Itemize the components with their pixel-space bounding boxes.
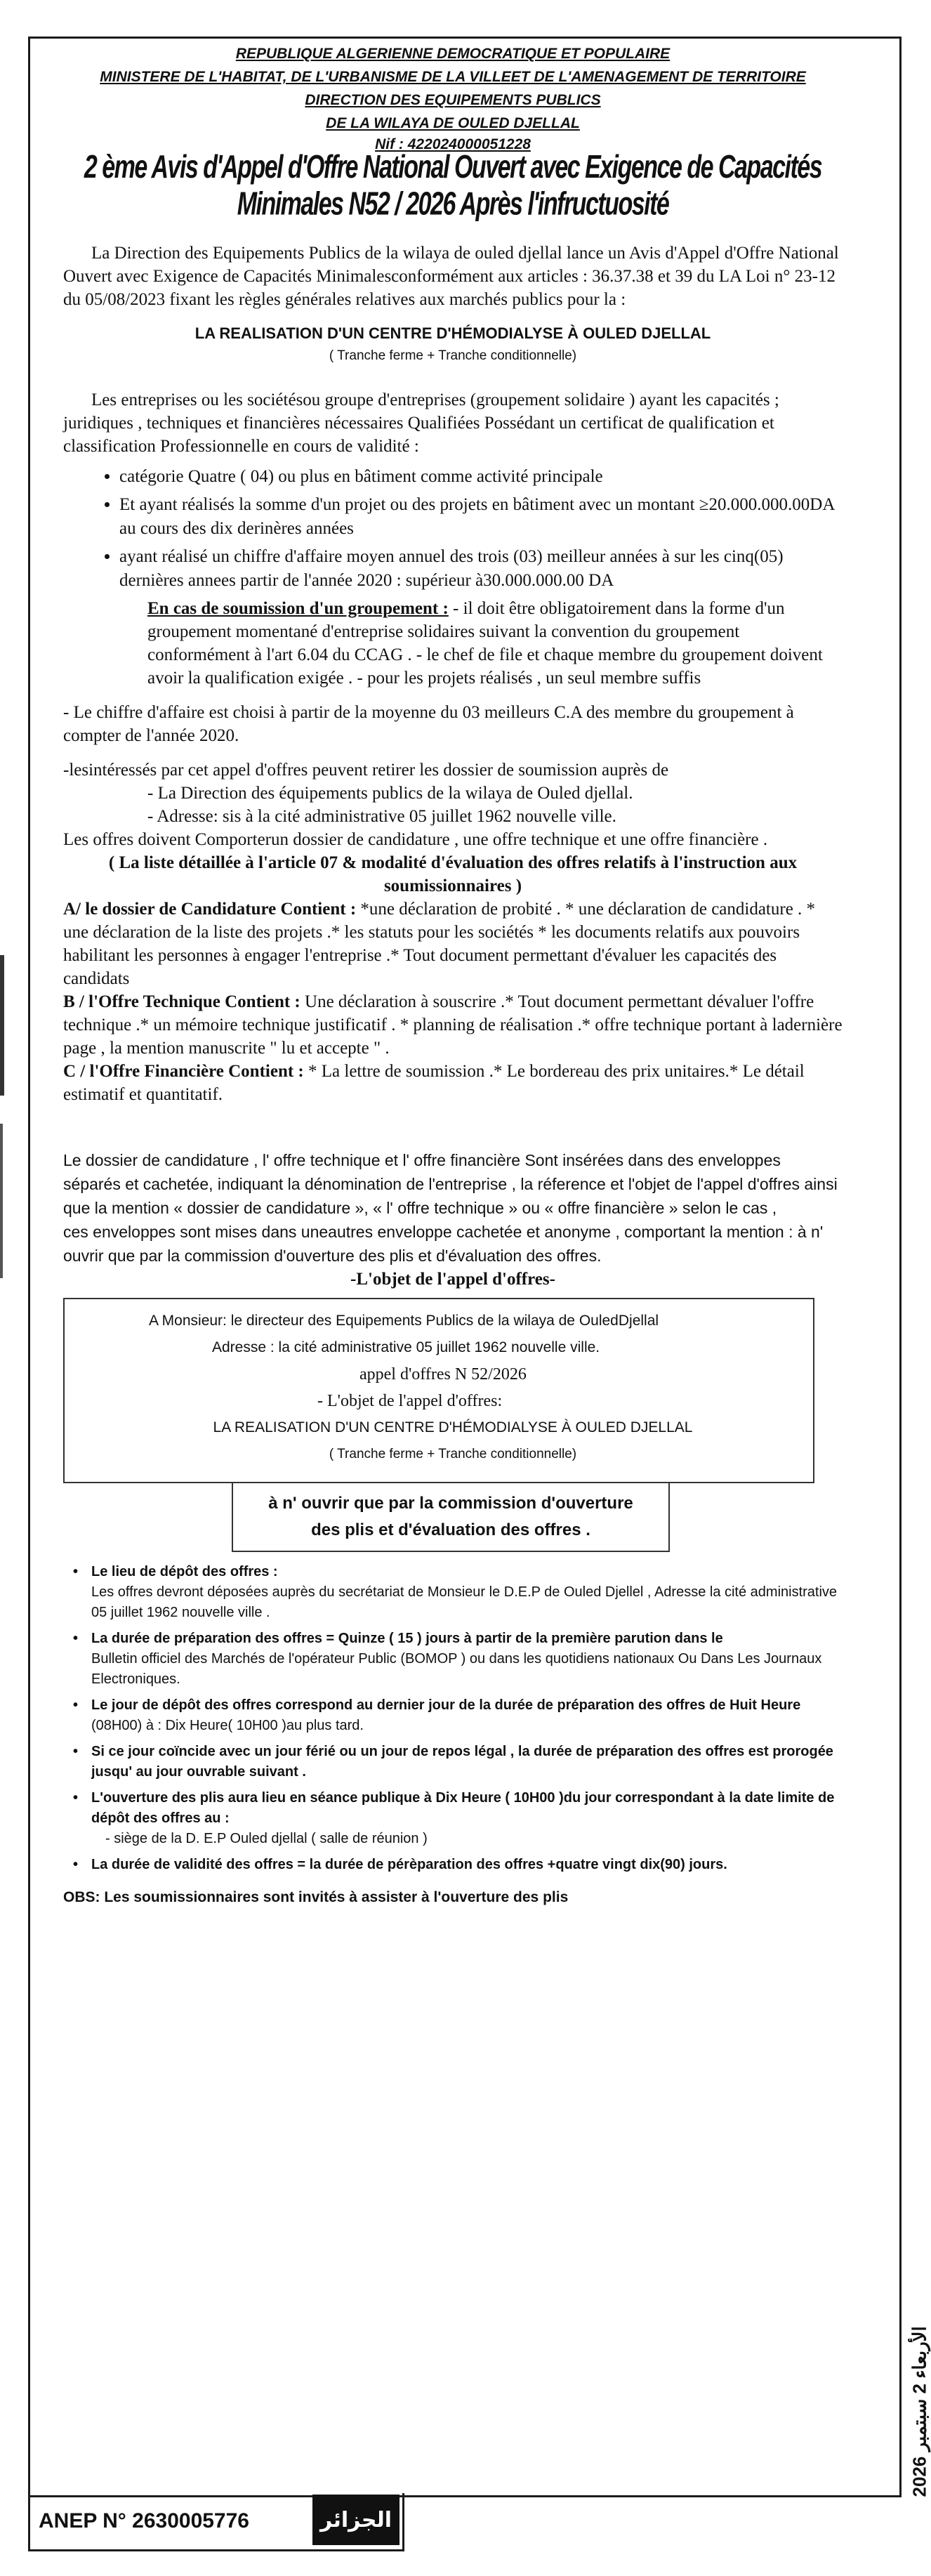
page-edge-mark [0, 1124, 3, 1278]
envelope-address-box [63, 1298, 814, 1483]
project-tranche: ( Tranche ferme + Tranche conditionnelle) [329, 348, 577, 363]
dossier-a-label: A/ le dossier de Candidature Contient : [63, 900, 357, 919]
chiffre-note: - Le chiffre d'affaire est choisi à partir de la moyenne du 03 meilleurs C.A des membre du groupement à compter de l'année 2020. [63, 703, 794, 745]
groupement-paragraph [63, 597, 843, 690]
box-adresse: Adresse : la cité administrative 05 juillet 1962 nouvelle ville. [212, 1339, 600, 1355]
dossier-a-text: *une déclaration de probité . * une déclaration de candidature . * une déclaration de la liste des projets .* les statuts pour les sociétés * les documents relatifs aux pouvoirs habilitant les personnes à engager l'entreprise .* Tout document permettant d'évaluer les capacités des candidats [63, 900, 816, 988]
condition-label: La durée de préparation des offres = Quinze ( 15 ) jours à partir de la première parution dans le [91, 1631, 723, 1646]
condition-text: Les offres devront déposées auprès du secrétariat de Monsieur le D.E.P de Ouled Djellel , Adresse la cité administrative 05 juillet 1962 nouvelle ville . [91, 1584, 838, 1620]
box-tranche: ( Tranche ferme + Tranche conditionnelle) [329, 1447, 577, 1461]
newspaper-logo: الجزائر [312, 2495, 400, 2545]
notice-title: 2 ème Avis d'Appel d'Offre National Ouvert avec Exigence de Capacités Minimales N52 / 2026 Après l'infructuosité [84, 149, 822, 223]
enveloppes-paragraph: Le dossier de candidature , l' offre technique et l' offre financière Sont insérées dans des enveloppes séparés et cachetée, indiquant la dénomination de l'entreprise , la réference et l'objet de l'appel d'offres ainsi que la mention « dossier de candidature », « l' offre technique » ou « offre financière » selon le cas , [63, 1151, 838, 1217]
nif-number: Nif : 422024000051228 [375, 136, 531, 152]
offre-c-label: C / l'Offre Financière Contient : [63, 1062, 304, 1081]
offre-c-text: * La lettre de soumission .* Le bordereau des prix unitaires.* Le détail estimatif et quantitatif. [63, 1062, 805, 1104]
eligibility-paragraph: Les entreprises ou les sociétésou groupe d'entreprises (groupement solidaire ) ayant les capacités ; juridiques , techniques et financières nécessaires Qualifiées Possédant un certificat de qualification et classification Professionnelle en cours de validité : [63, 390, 779, 456]
header-direction: DIRECTION DES EQUIPEMENTS PUBLICS [305, 92, 601, 108]
header-wilaya: DE LA WILAYA DE OULED DJELLAL [326, 115, 580, 131]
retrait-line1: -lesintéressés par cet appel d'offres peuvent retirer les dossier de soumission auprès de [63, 761, 669, 780]
offre-b [63, 990, 843, 1060]
notice-content [63, 42, 843, 1906]
dossier-a [63, 898, 843, 990]
anonyme-paragraph: ces enveloppes sont mises dans uneautres enveloppe cachetée et anonyme , comportant la mention : à n' ouvrir que par la commission d'ouverture des plis et d'évaluation des offres. [63, 1223, 824, 1265]
criteria-item: • Et ayant réalisés la somme d'un projet ou des projets en bâtiment avec un montant ≥20.000.000.00DA au cours des dix derinères années [119, 493, 843, 541]
objet-heading: -L'objet de l'appel d'offres- [350, 1270, 555, 1289]
obs-note: OBS: Les soumissionnaires sont invités à assister à l'ouverture des plis [63, 1889, 569, 1905]
condition-label: Si ce jour coïncide avec un jour férié ou un jour de repos légal , la durée de préparation des offres est prorogée jusqu' au jour ouvrable suivant . [91, 1744, 833, 1780]
condition-item [63, 1855, 843, 1875]
condition-item [63, 1788, 843, 1849]
retrait-line2: - La Direction des équipements publics de la wilaya de Ouled djellal. [147, 784, 633, 803]
groupement-text: - il doit être obligatoirement dans la forme d'un groupement momentané d'entreprise solidaires suivant la convention du groupement conformément à l'art 6.04 du CCAG . - le chef de file et chaque membre du groupement doivent avoir la qualification exigée . - pour les projets réalisés , un seul membre suffis [147, 599, 823, 688]
offre-b-text: Une déclaration à souscrire .* Tout document permettant dévaluer l'offre technique .* un mémoire technique justificatif . * planning de réalisation .* offre technique portant à ladernière page , la mention manuscrite " lu et accepte " . [63, 992, 843, 1058]
condition-item [63, 1742, 843, 1782]
intro-paragraph: La Direction des Equipements Publics de la wilaya de ouled djellal lance un Avis d'Appel d'Offre National Ouvert avec Exigence de Capacités Minimalesconformément aux articles : 36.37.38 et 39 du LA Loi n° 23-12 du 05/08/2023 fixant les règles générales relatives aux marchés publics pour la : [63, 244, 839, 309]
condition-item [63, 1562, 843, 1623]
page-edge-mark [0, 955, 4, 1096]
ouverture-line2: des plis et d'évaluation des offres . [311, 1520, 590, 1539]
condition-item [63, 1629, 843, 1690]
ouverture-line1: à n' ouvrir que par la commission d'ouverture [268, 1494, 633, 1513]
condition-text: Bulletin officiel des Marchés de l'opérateur Public (BOMOP ) ou dans les quotidiens nationaux Ou Dans Les Journaux Electroniques. [91, 1651, 822, 1687]
offre-b-label: B / l'Offre Technique Contient : [63, 992, 301, 1011]
condition-text: - siège de la D. E.P Ouled djellal ( salle de réunion ) [105, 1831, 428, 1846]
retrait-line3: - Adresse: sis à la cité administrative 05 juillet 1962 nouvelle ville. [147, 807, 616, 826]
box-monsieur: A Monsieur: le directeur des Equipements Publics de la wilaya de OuledDjellal [149, 1313, 659, 1329]
criteria-list [63, 465, 843, 593]
conditions-list [63, 1562, 843, 1875]
condition-item [63, 1695, 843, 1736]
box-objet: - L'objet de l'appel d'offres: [317, 1392, 503, 1410]
header-republic: REPUBLIQUE ALGERIENNE DEMOCRATIQUE ET POPULAIRE [235, 46, 671, 62]
offres-doivent: Les offres doivent Comporterun dossier de candidature , une offre technique et une offre financière . [63, 830, 768, 849]
condition-label: La durée de validité des offres = la durée de pérèparation des offres +quatre vingt dix(90) jours. [91, 1857, 727, 1872]
condition-label: L'ouverture des plis aura lieu en séance publique à Dix Heure ( 10H00 )du jour correspondant à la date limite de dépôt des offres au : [91, 1790, 835, 1826]
ouverture-box [232, 1483, 670, 1552]
publication-date: الأربعاء 2 سبتمبر 2026 [909, 2326, 930, 2497]
box-project: LA REALISATION D'UN CENTRE D'HÉMODIALYSE À OULED DJELLAL [213, 1419, 693, 1435]
condition-label: Le lieu de dépôt des offres : [91, 1564, 278, 1579]
liste-detaillee: ( La liste détaillée à l'article 07 & modalité d'évaluation des offres relatifs à l'instruction aux soumissionnaires ) [108, 853, 798, 895]
criteria-item: • ayant réalisé un chiffre d'affaire moyen annuel des trois (03) meilleur années à sur les cinq(05) dernières annees partir de l'année 2020 : supérieur à30.000.000.00 DA [119, 545, 843, 593]
groupement-label: En cas de soumission d'un groupement : [147, 599, 449, 618]
header-ministry: MINISTERE DE L'HABITAT, DE L'URBANISME DE LA VILLEET DE L'AMENAGEMENT DE TERRITOIRE [100, 69, 806, 85]
project-name: LA REALISATION D'UN CENTRE D'HÉMODIALYSE À OULED DJELLAL [194, 324, 711, 342]
box-appel: appel d'offres N 52/2026 [359, 1365, 527, 1384]
anep-number: ANEP N° 2630005776 [39, 2509, 249, 2532]
condition-label: Le jour de dépôt des offres correspond au dernier jour de la durée de préparation des offres de Huit Heure [91, 1697, 801, 1713]
offre-c [63, 1060, 843, 1106]
condition-text: (08H00) à : Dix Heure( 10H00 )au plus tard. [91, 1718, 364, 1733]
criteria-item: • catégorie Quatre ( 04) ou plus en bâtiment comme activité principale [119, 465, 843, 489]
